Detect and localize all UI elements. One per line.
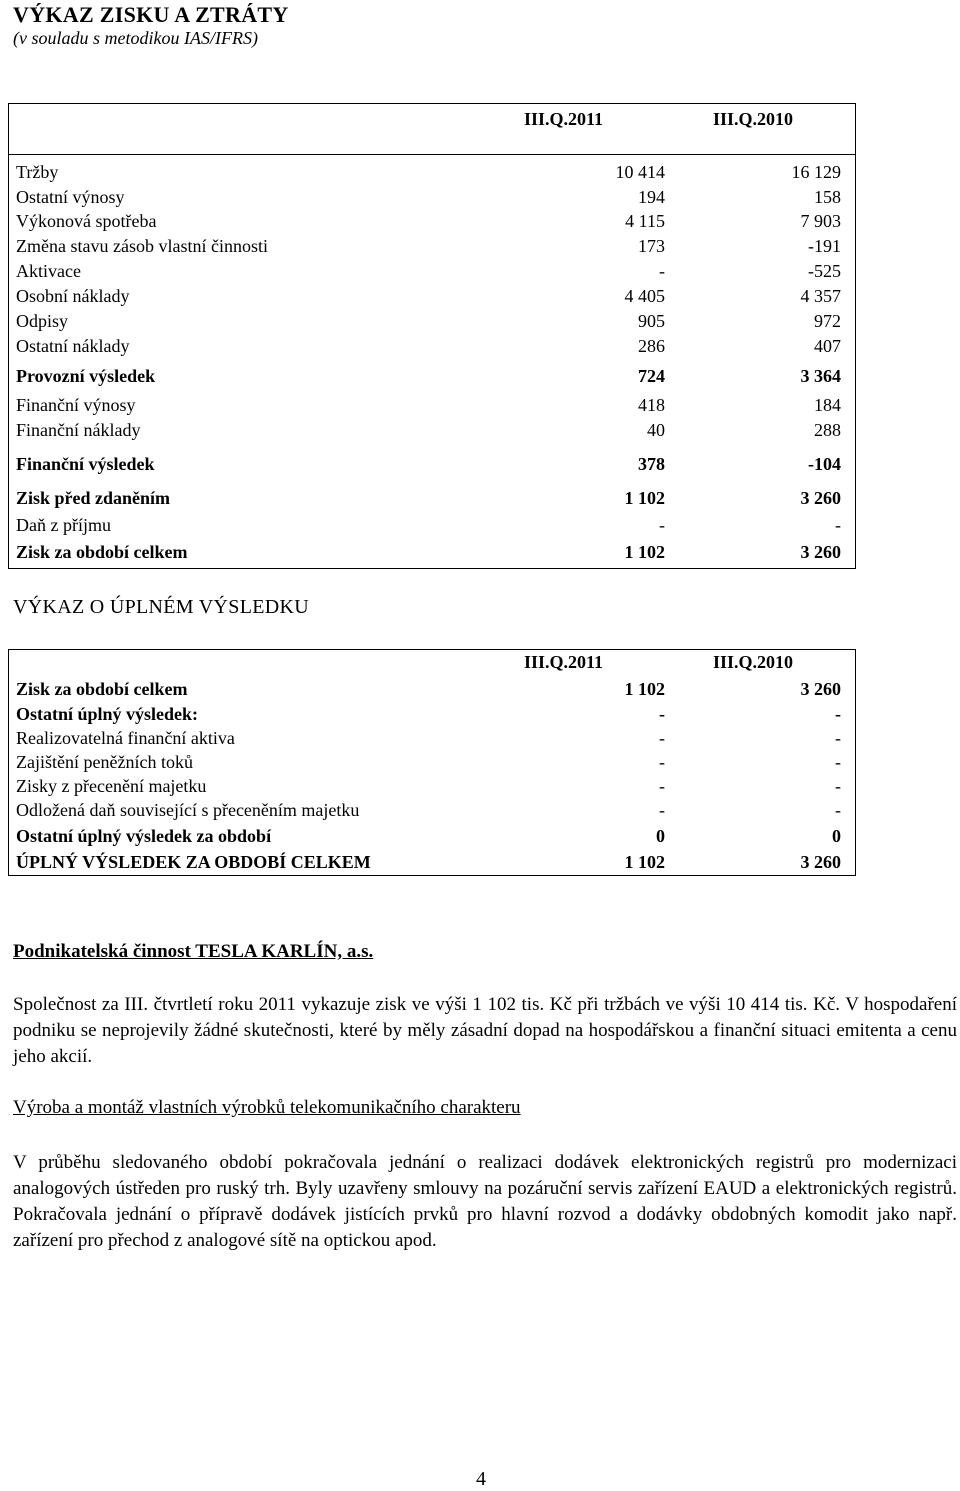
value-2010: 3 260 (800, 542, 841, 562)
row-label: Tržby (16, 162, 59, 182)
document-title: VÝKAZ ZISKU A ZTRÁTY (13, 2, 289, 27)
row-label: Výkonová spotřeba (16, 211, 157, 231)
row-label: Zisk za období celkem (16, 542, 188, 562)
value-2011: 418 (638, 395, 665, 415)
value-2011: 10 414 (615, 162, 665, 182)
row-label: Daň z příjmu (16, 515, 111, 535)
row-label: Zajištění peněžních toků (16, 752, 193, 772)
value-2011: 4 115 (625, 211, 665, 231)
value-2011: 194 (638, 187, 665, 207)
row-label: Ostatní výnosy (16, 187, 125, 207)
value-2010: - (835, 515, 841, 535)
row-label: Zisk za období celkem (16, 679, 188, 699)
value-2011: 1 102 (624, 542, 665, 562)
value-2011: - (659, 800, 665, 820)
row-label: Ostatní úplný výsledek: (16, 704, 199, 724)
value-2011: 286 (638, 336, 665, 356)
value-2010: 4 357 (800, 286, 841, 306)
value-2011: 905 (638, 311, 665, 331)
row-label: Provozní výsledek (16, 366, 156, 386)
value-2011: 40 (647, 420, 665, 440)
value-2010: -525 (808, 261, 841, 281)
column-header-2011: III.Q.2011 (524, 109, 604, 129)
value-2010: 3 260 (800, 852, 841, 872)
comprehensive-income-table (8, 649, 856, 876)
value-2011: 0 (656, 826, 665, 846)
row-label: Odložená daň související s přeceněním majetku (16, 800, 360, 820)
value-2011: - (659, 261, 665, 281)
value-2010: 3 364 (800, 366, 841, 386)
value-2010: 0 (832, 826, 841, 846)
value-2011: 1 102 (624, 488, 665, 508)
income-statement-table (8, 103, 856, 569)
value-2010: 288 (814, 420, 841, 440)
value-2011: - (659, 752, 665, 772)
production-paragraph: V průběhu sledovaného období pokračovala jednání o realizaci dodávek elektronických registrů pro modernizaci analogových ústředen pro ruský trh. Byly uzavřeny smlouvy na pozáruční servis zařízení EAUD a elektronických registrů. Pokračovala jednání o přípravě dodávek jistících prvků pro hlavní rozvod a dodávky obdobných komodit jako např. zařízení pro přechod z analogové sítě na optickou apod. (13, 1152, 957, 1251)
value-2011: - (659, 515, 665, 535)
value-2010: - (835, 728, 841, 748)
row-label: Finanční výnosy (16, 395, 136, 415)
row-label: Ostatní úplný výsledek za období (16, 826, 272, 846)
value-2011: - (659, 728, 665, 748)
value-2010: -104 (808, 454, 841, 474)
value-2010: - (835, 776, 841, 796)
value-2010: - (835, 704, 841, 724)
value-2010: 16 129 (791, 162, 841, 182)
value-2011: - (659, 704, 665, 724)
document-subtitle: (v souladu s metodikou IAS/IFRS) (13, 28, 258, 48)
row-label: ÚPLNÝ VÝSLEDEK ZA OBDOBÍ CELKEM (16, 852, 371, 872)
column-header-2010: III.Q.2010 (713, 652, 794, 672)
row-label: Změna stavu zásob vlastní činnosti (16, 236, 268, 256)
value-2010: - (835, 752, 841, 772)
value-2011: - (659, 776, 665, 796)
value-2011: 4 405 (624, 286, 665, 306)
value-2010: - (835, 800, 841, 820)
value-2011: 1 102 (624, 852, 665, 872)
column-header-2010: III.Q.2010 (713, 109, 794, 129)
value-2010: 972 (814, 311, 841, 331)
row-label: Aktivace (16, 261, 81, 281)
value-2011: 378 (638, 454, 665, 474)
value-2010: 407 (814, 336, 841, 356)
business-paragraph: Společnost za III. čtvrtletí roku 2011 vykazuje zisk ve výši 1 102 tis. Kč při tržbách ve výši 10 414 tis. Kč. V hospodaření podniku se neprojevily žádné skutečnosti, které by měly zásadní dopad na hospodářskou a finanční situaci emitenta a cenu jeho akcií. (13, 994, 957, 1067)
row-label: Zisky z přecenění majetku (16, 776, 207, 796)
production-heading: Výroba a montáž vlastních výrobků telekomunikačního charakteru (13, 1097, 521, 1118)
row-label: Odpisy (16, 311, 69, 331)
row-label: Finanční náklady (16, 420, 141, 440)
value-2010: -191 (808, 236, 841, 256)
value-2010: 3 260 (800, 679, 841, 699)
business-heading: Podnikatelská činnost TESLA KARLÍN, a.s. (13, 941, 374, 962)
section-title: VÝKAZ O ÚPLNÉM VÝSLEDKU (13, 596, 309, 618)
column-header-2011: III.Q.2011 (524, 652, 604, 672)
row-label: Osobní náklady (16, 286, 130, 306)
row-label: Finanční výsledek (16, 454, 155, 474)
row-label: Ostatní náklady (16, 336, 130, 356)
value-2010: 184 (814, 395, 841, 415)
value-2011: 724 (638, 366, 665, 386)
value-2010: 3 260 (800, 488, 841, 508)
row-label: Zisk před zdaněním (16, 488, 171, 508)
value-2010: 158 (814, 187, 841, 207)
value-2010: 7 903 (800, 211, 841, 231)
row-label: Realizovatelná finanční aktiva (16, 728, 235, 748)
value-2011: 173 (638, 236, 665, 256)
page-number: 4 (476, 1468, 486, 1490)
table-rule (9, 154, 855, 155)
value-2011: 1 102 (624, 679, 665, 699)
